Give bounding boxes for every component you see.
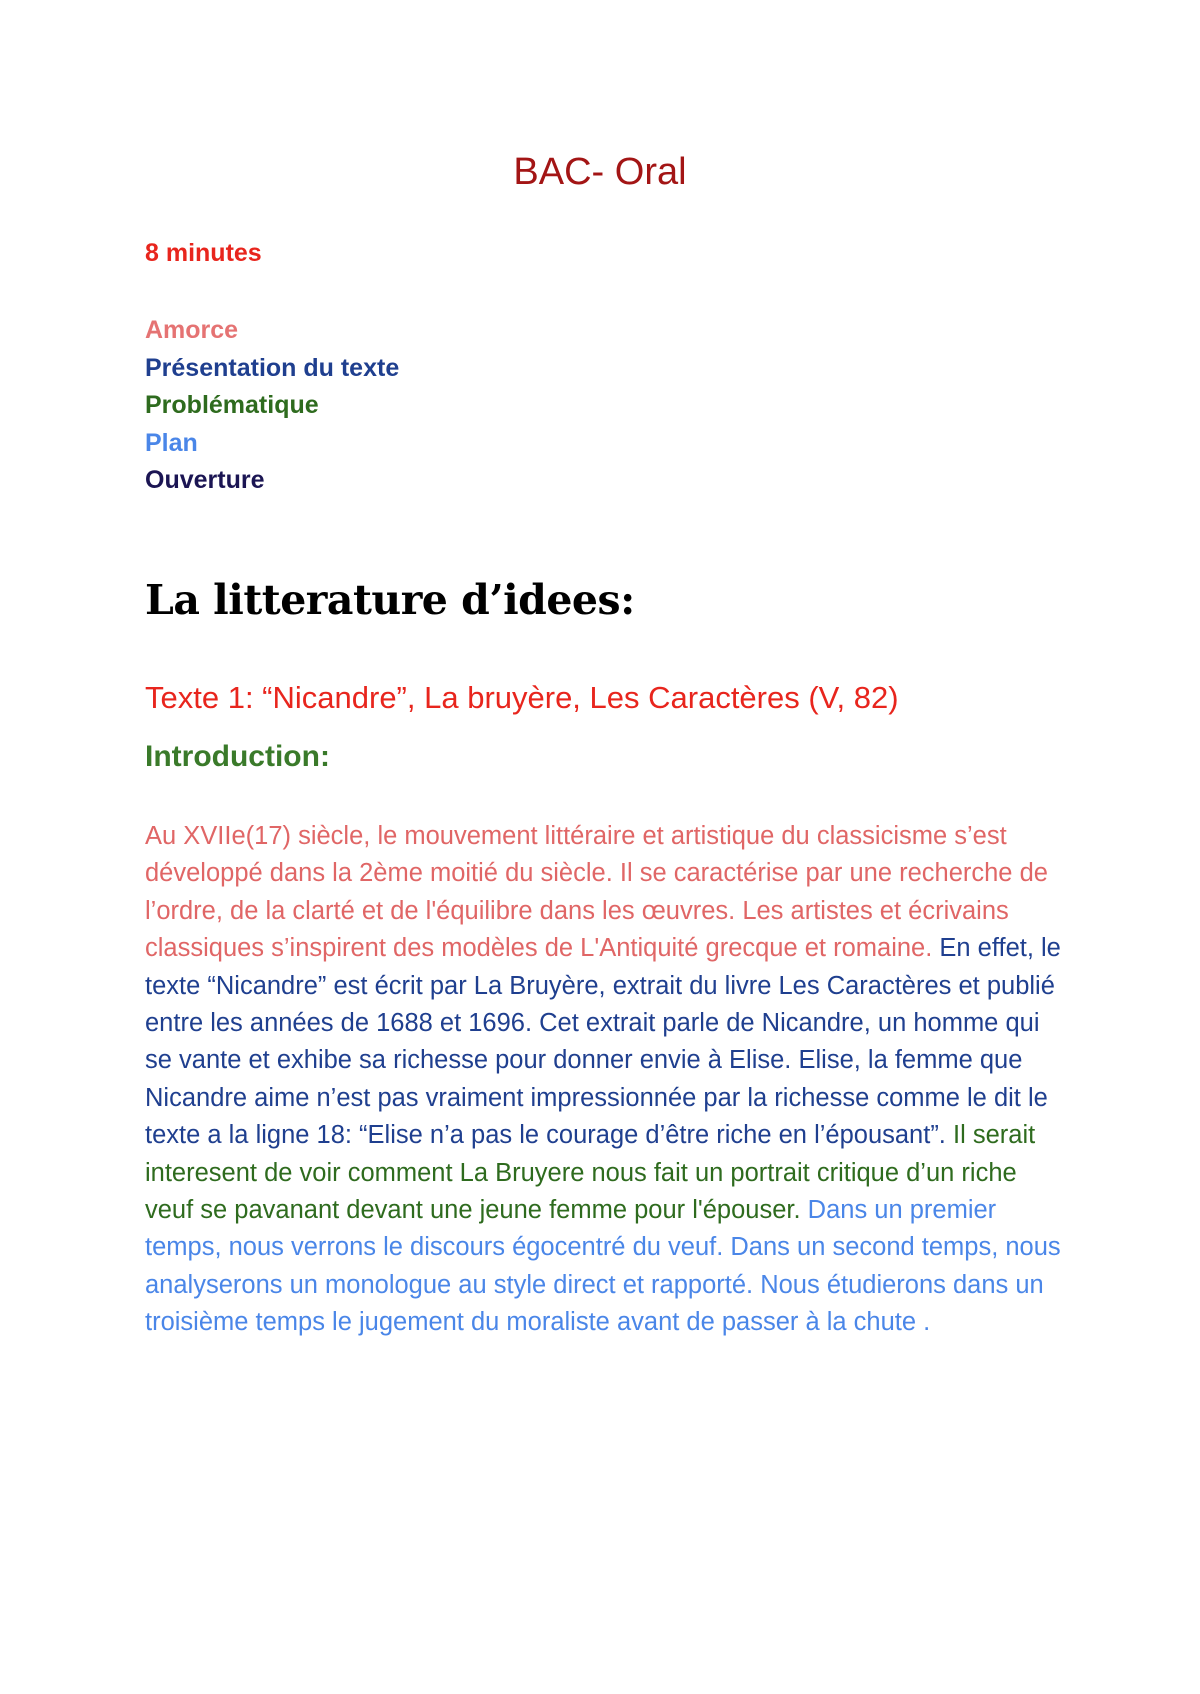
page-title: BAC- Oral — [513, 151, 687, 193]
outline-item-ouverture: Ouverture — [145, 466, 265, 494]
outline-item-problematique: Problématique — [145, 391, 319, 419]
introduction-paragraph — [145, 818, 1065, 1342]
duration-label: 8 minutes — [145, 239, 262, 267]
intro-problematique: Il serait interesent de voir comment La Bruyere nous fait un portrait critique d’un riche veuf se pavanant devant une jeune femme pour l'épouser. — [145, 1121, 1036, 1225]
outline-item-presentation: Présentation du texte — [145, 353, 400, 382]
section-heading: La litterature d’idees: — [145, 576, 635, 624]
introduction-heading: Introduction: — [145, 740, 330, 773]
text-heading: Texte 1: “Nicandre”, La bruyère, Les Caractères (V, 82) — [145, 680, 899, 715]
oral-outline — [145, 312, 399, 500]
intro-amorce: Au XVIIe(17) siècle, le mouvement littéraire et artistique du classicisme s’est développé dans la 2ème moitié du siècle. Il se caractérise par une recherche de l’ordre, de la clarté et de l'équilibre dans les œuvres. Les artistes et écrivains classiques s’inspirent des modèles de L'Antiquité grecque et romaine. — [145, 822, 1048, 963]
outline-item-plan: Plan — [145, 428, 198, 457]
intro-presentation: En effet, le texte “Nicandre” est écrit par La Bruyère, extrait du livre Les Caractères et publié entre les années de 1688 et 1696. Cet extrait parle de Nicandre, un homme qui se vante et exhibe sa richesse pour donner envie à Elise. Elise, la femme que Nicandre aime n’est pas vraiment impressionnée par la richesse comme le dit le texte a la ligne 18: “Elise n’a pas le courage d’être riche en l’épousant”. — [145, 934, 1061, 1150]
outline-item-amorce: Amorce — [145, 316, 239, 344]
intro-plan: Dans un premier temps, nous verrons le discours égocentré du veuf. Dans un second temps, nous analyserons un monologue au style direct et rapporté. Nous étudierons dans un troisième temps le jugement du moraliste avant de passer à la chute . — [145, 1196, 1061, 1337]
